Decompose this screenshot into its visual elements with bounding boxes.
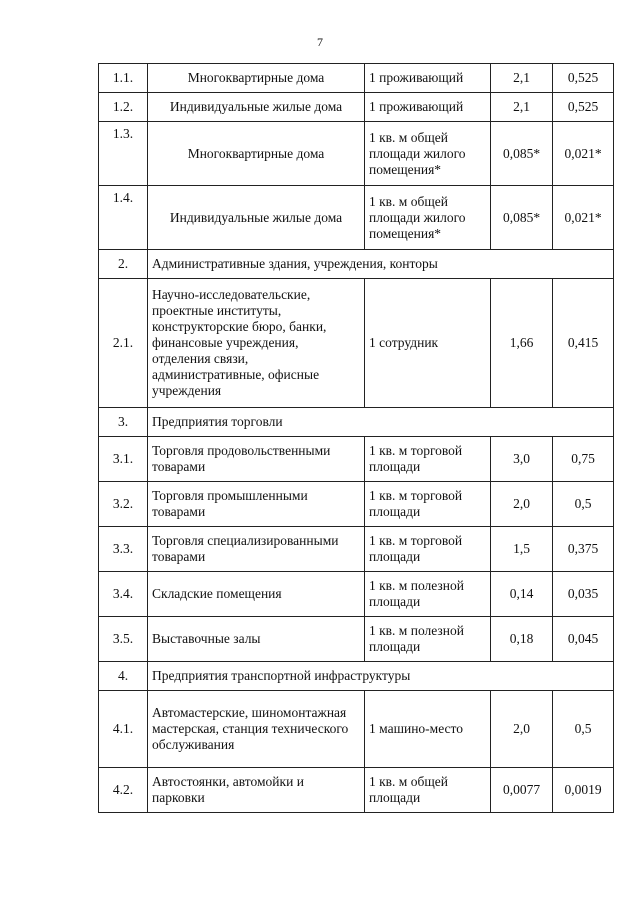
row-value-1: 0,14 [491,572,553,617]
row-number: 3.3. [99,527,148,572]
row-value-2: 0,75 [553,437,614,482]
row-value-1: 0,18 [491,617,553,662]
row-number: 1.4. [99,186,148,250]
row-value-1: 2,0 [491,482,553,527]
row-value-2: 0,021* [553,122,614,186]
row-value-1: 2,1 [491,64,553,93]
row-value-2: 0,525 [553,64,614,93]
table-row [99,279,614,408]
row-name: Индивидуальные жилые дома [148,186,365,250]
row-name: Индивидуальные жилые дома [148,93,365,122]
row-unit: 1 проживающий [365,64,491,93]
row-number: 3.2. [99,482,148,527]
section-row [99,250,614,279]
table-row [99,617,614,662]
row-name: Многоквартирные дома [148,122,365,186]
section-number: 3. [99,408,148,437]
table-row [99,572,614,617]
row-unit: 1 кв. м торговой площади [365,437,491,482]
table-row [99,527,614,572]
table-row [99,186,614,250]
row-number: 1.3. [99,122,148,186]
section-row [99,408,614,437]
section-title: Предприятия транспортной инфраструктуры [148,662,614,691]
row-name: Автостоянки, автомойки и парковки [148,768,365,813]
row-value-2: 0,375 [553,527,614,572]
row-number: 4.2. [99,768,148,813]
row-name: Многоквартирные дома [148,64,365,93]
row-number: 3.5. [99,617,148,662]
table-row [99,482,614,527]
row-unit: 1 сотрудник [365,279,491,408]
row-value-1: 1,66 [491,279,553,408]
row-value-2: 0,5 [553,482,614,527]
row-number: 4.1. [99,691,148,768]
row-value-2: 0,525 [553,93,614,122]
row-value-1: 1,5 [491,527,553,572]
row-unit: 1 кв. м полезной площади [365,572,491,617]
row-value-2: 0,035 [553,572,614,617]
row-value-1: 0,085* [491,186,553,250]
row-name: Автомастерские, шиномонтажная мастерская, станция технического обслуживания [148,691,365,768]
section-number: 2. [99,250,148,279]
row-value-2: 0,0019 [553,768,614,813]
row-unit: 1 кв. м общей площади жилого помещения* [365,122,491,186]
page-number: 7 [317,35,323,49]
row-number: 1.1. [99,64,148,93]
row-unit: 1 кв. м торговой площади [365,482,491,527]
table-row [99,93,614,122]
row-name: Торговля специализированными товарами [148,527,365,572]
row-name: Торговля промышленными товарами [148,482,365,527]
section-number: 4. [99,662,148,691]
table-row [99,437,614,482]
row-value-2: 0,415 [553,279,614,408]
section-title: Административные здания, учреждения, конторы [148,250,614,279]
row-value-2: 0,021* [553,186,614,250]
row-unit: 1 кв. м полезной площади [365,617,491,662]
row-value-1: 0,085* [491,122,553,186]
row-number: 2.1. [99,279,148,408]
row-unit: 1 проживающий [365,93,491,122]
row-number: 3.4. [99,572,148,617]
row-value-1: 2,0 [491,691,553,768]
row-unit: 1 кв. м торговой площади [365,527,491,572]
row-unit: 1 машино-место [365,691,491,768]
table-row [99,691,614,768]
table-row [99,64,614,93]
norms-table [98,63,614,813]
row-value-2: 0,5 [553,691,614,768]
row-value-1: 3,0 [491,437,553,482]
section-row [99,662,614,691]
section-title: Предприятия торговли [148,408,614,437]
row-name: Торговля продовольственными товарами [148,437,365,482]
row-value-2: 0,045 [553,617,614,662]
row-unit: 1 кв. м общей площади [365,768,491,813]
row-name: Научно-исследовательские, проектные институты, конструкторские бюро, банки, финансовые учреждения, отделения связи, административные, офисные учреждения [148,279,365,408]
row-number: 1.2. [99,93,148,122]
row-name: Складские помещения [148,572,365,617]
table-row [99,122,614,186]
row-value-1: 2,1 [491,93,553,122]
row-value-1: 0,0077 [491,768,553,813]
row-name: Выставочные залы [148,617,365,662]
row-number: 3.1. [99,437,148,482]
table-row [99,768,614,813]
row-unit: 1 кв. м общей площади жилого помещения* [365,186,491,250]
